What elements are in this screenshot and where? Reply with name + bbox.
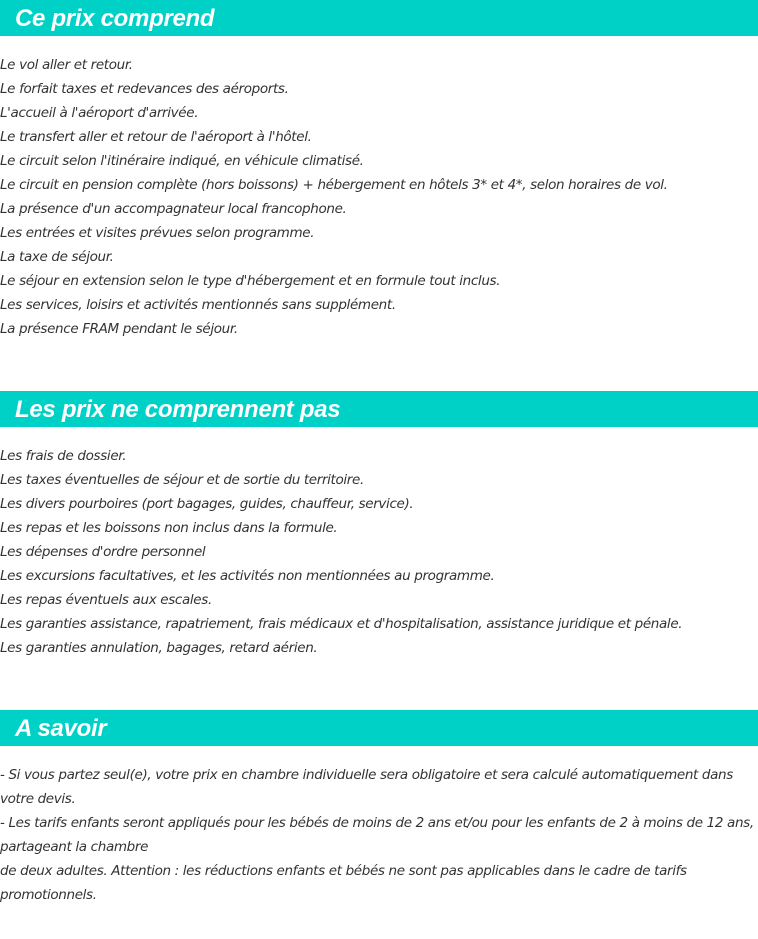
note-item: - Si vous partez seul(e), votre prix en chambre individuelle sera obligatoire et sera calculé automatiquement dans votre devis. [0,767,733,807]
section-header-good-to-know: A savoir [0,710,758,746]
list-item: Les frais de dossier. [0,448,127,464]
list-item: Les divers pourboires (port bagages, guides, chauffeur, service). [0,496,414,512]
list-item: Le circuit selon l'itinéraire indiqué, en véhicule climatisé. [0,153,364,169]
section-header-not-included: Les prix ne comprennent pas [0,391,758,427]
included-list [0,53,668,341]
list-item: L'accueil à l'aéroport d'arrivée. [0,105,199,121]
good-to-know-list [0,763,758,907]
not-included-list [0,444,682,660]
list-item: Les services, loisirs et activités mentionnés sans supplément. [0,297,396,313]
list-item: Le transfert aller et retour de l'aéroport à l'hôtel. [0,129,312,145]
list-item: Le séjour en extension selon le type d'hébergement et en formule tout inclus. [0,273,501,289]
list-item: Les repas et les boissons non inclus dans la formule. [0,520,338,536]
list-item: Le vol aller et retour. [0,57,133,73]
list-item: Les dépenses d'ordre personnel [0,544,206,560]
list-item: La présence d'un accompagnateur local francophone. [0,201,347,217]
list-item: Les repas éventuels aux escales. [0,592,212,608]
list-item: Les excursions facultatives, et les activités non mentionnées au programme. [0,568,495,584]
list-item: Les garanties annulation, bagages, retard aérien. [0,640,318,656]
list-item: La présence FRAM pendant le séjour. [0,321,238,337]
section-header-included: Ce prix comprend [0,0,758,36]
note-item: - Les tarifs enfants seront appliqués pour les bébés de moins de 2 ans et/ou pour les enfants de 2 à moins de 12 ans, partageant la chambre [0,815,754,855]
list-item: Les entrées et visites prévues selon programme. [0,225,315,241]
list-item: Le forfait taxes et redevances des aéroports. [0,81,289,97]
list-item: La taxe de séjour. [0,249,114,265]
list-item: Les garanties assistance, rapatriement, frais médicaux et d'hospitalisation, assistance juridique et pénale. [0,616,683,632]
list-item: Le circuit en pension complète (hors boissons) + hébergement en hôtels 3* et 4*, selon horaires de vol. [0,177,668,193]
list-item: Les taxes éventuelles de séjour et de sortie du territoire. [0,472,364,488]
note-item: de deux adultes. Attention : les réductions enfants et bébés ne sont pas applicables dans le cadre de tarifs promotionnels. [0,863,687,903]
